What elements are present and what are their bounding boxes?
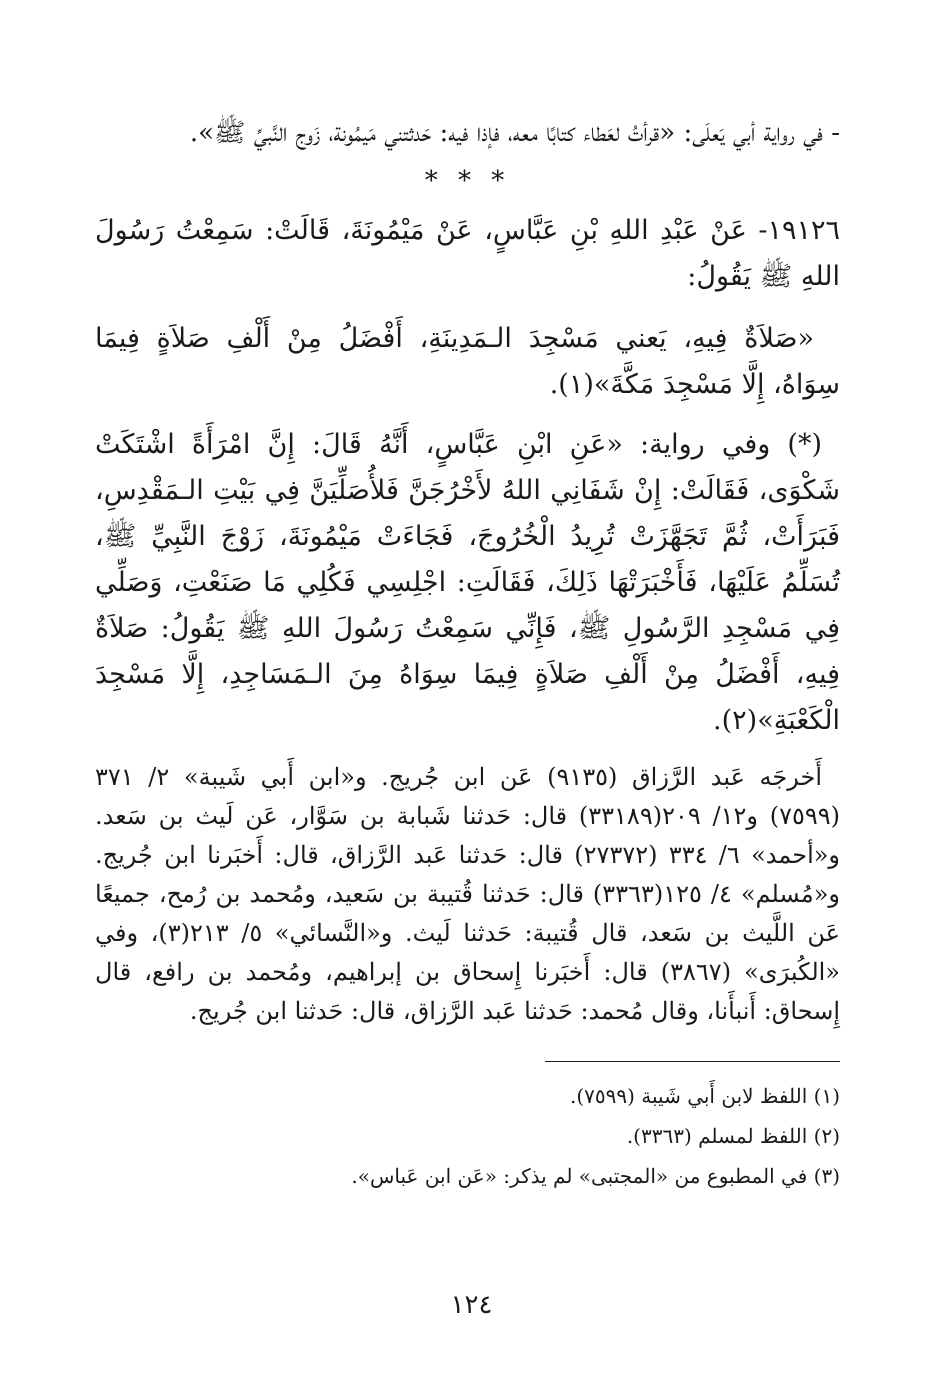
page-body <box>95 110 840 1196</box>
footnote-divider <box>545 1061 840 1062</box>
section-separator: * * * <box>424 166 511 196</box>
takhrij-paragraph: أَخرجَه عَبد الرَّزاق (٩١٣٥) عَن ابن جُريج. و«ابن أَبي شَيبة» ٢/ ٣٧١ (٧٥٩٩) و١٢/ ٢٠٩(٣٣١٨٩) قال: حَدثنا شَبابة بن سَوَّار، عَن لَيث بن سَعد. و«أحمد» ٦/ ٣٣٤ (٢٧٣٧٢) قال: حَدثنا عَبد الرَّزاق، قال: أَخبَرنا ابن جُريج. و«مُسلم» ٤/ ١٢٥(٣٣٦٣) قال: حَدثنا قُتيبة بن سَعيد، ومُحمد بن رُمح، جميعًا عَن اللَّيث بن سَعد، قال قُتيبة: حَدثنا لَيث. و«النَّسائي» ٥/ ٢١٣(٣)، وفي «الكُبرَى» (٣٨٦٧) قال: أَخبَرنا إِسحاق بن إبراهيم، ومُحمد بن رافع، قال إِسحاق: أَنبأَنا، وقال مُحمد: حَدثنا عَبد الرَّزاق، قال: حَدثنا ابن جُريج. <box>95 763 841 1025</box>
footnote-1: (١) اللفظ لابن أَبي شَيبة (٧٥٩٩). <box>569 1084 840 1108</box>
top-note: - في رواية أبي يَعلَى: «قرأتُ لعَطاء كتابًا معه، فإذا فيه: حَدثتني مَيمُونة، زَوج النَّبيِّ ﷺ». <box>189 118 840 148</box>
hadith-text: «صَلاَةٌ فِيهِ، يَعني مَسْجِدَ الـمَدِينَةِ، أَفْضَلُ مِنْ أَلْفِ صَلاَةٍ فِيمَا سِوَاهُ، إِلَّا مَسْجِدَ مَكَّةَ»(١). <box>95 323 840 400</box>
footnote-2: (٢) اللفظ لمسلم (٣٣٦٣). <box>626 1124 840 1148</box>
other-narration: (*) وفي رواية: «عَنِ ابْنِ عَبَّاسٍ، أَنَّهُ قَالَ: إِنَّ امْرَأَةً اشْتَكَتْ شَكْوَى، فَقَالَتْ: إِنْ شَفَانِي اللهُ لأَخْرُجَنَّ فَلأُصَلِّيَنَّ فِي بَيْتِ الـمَقْدِسِ، فَبَرَأَتْ، ثُمَّ تَجَهَّزَتْ تُرِيدُ الْخُرُوجَ، فَجَاءَتْ مَيْمُونَةَ، زَوْجَ النَّبِيِّ ﷺ، تُسَلِّمُ عَلَيْهَا، فَأَخْبَرَتْهَا ذَلِكَ، فَقَالَتِ: اجْلِسِي فَكُلِي مَا صَنَعْتِ، وَصَلِّي فِي مَسْجِدِ الرَّسُولِ ﷺ، فَإِنِّي سَمِعْتُ رَسُولَ اللهِ ﷺ يَقُولُ: صَلاَةٌ فِيهِ، أَفْضَلُ مِنْ أَلْفِ صَلاَةٍ فِيمَا سِوَاهُ مِنَ الـمَسَاجِدِ، إِلَّا مَسْجِدَ الْكَعْبَةِ»(٢). <box>95 429 840 736</box>
hadith-heading: ١٩١٢٦- عَنْ عَبْدِ اللهِ بْنِ عَبَّاسٍ، عَنْ مَيْمُونَةَ، قَالَتْ: سَمِعْتُ رَسُولَ اللهِ ﷺ يَقُولُ: <box>95 215 840 292</box>
page-number: ١٢٤ <box>450 1290 493 1320</box>
footnote-3: (٣) في المطبوع من «المجتبى» لم يذكر: «عَن ابن عَباس». <box>351 1164 840 1188</box>
